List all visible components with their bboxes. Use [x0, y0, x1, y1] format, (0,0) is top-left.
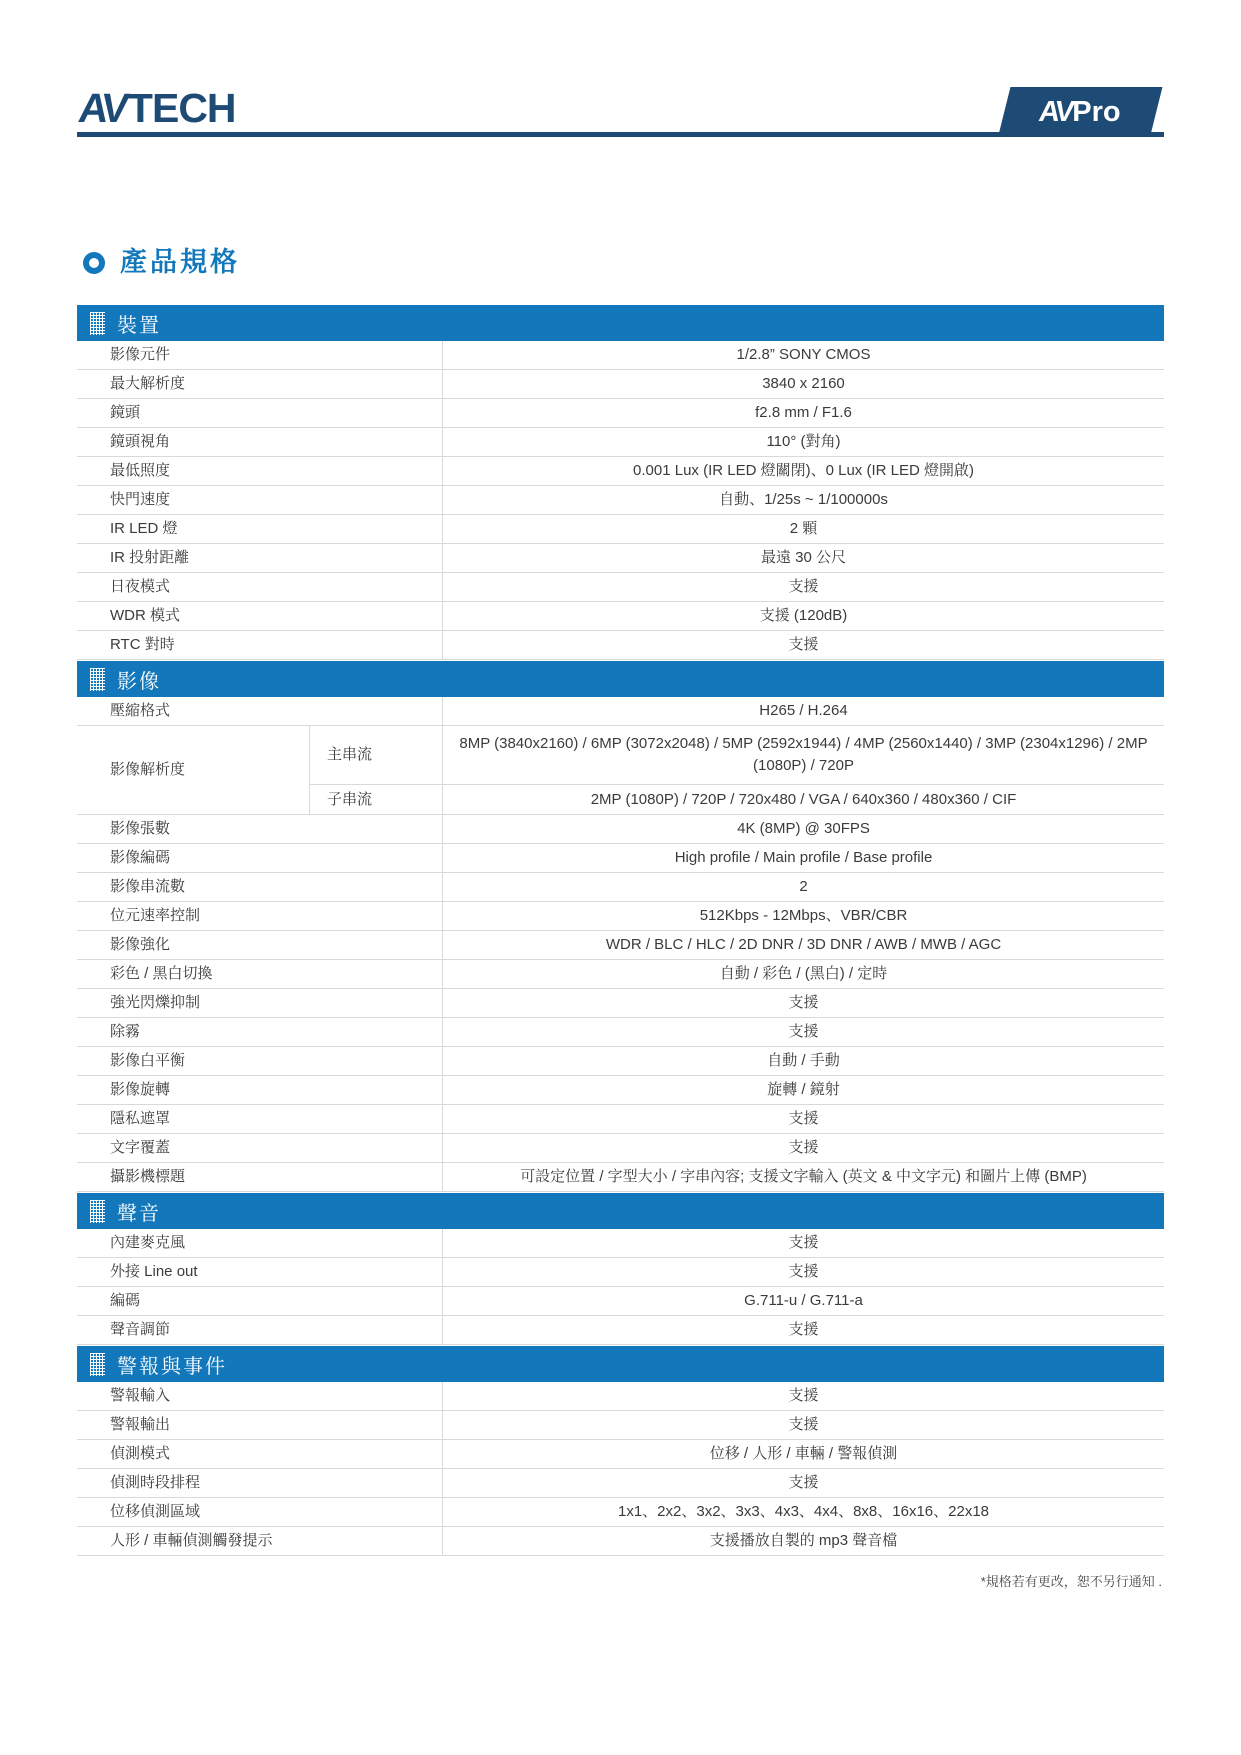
- spec-value: 支援: [788, 1387, 819, 1405]
- spec-value: 自動 / 彩色 / (黑白) / 定時: [719, 965, 888, 983]
- spec-row: [77, 1440, 1164, 1469]
- spec-value: 1/2.8” SONY CMOS: [736, 346, 871, 364]
- spec-value: 支援: [788, 994, 819, 1012]
- spec-row: [77, 989, 1164, 1018]
- spec-row: [77, 697, 1164, 726]
- spec-row: [77, 815, 1164, 844]
- section-title: 裝置: [117, 314, 161, 337]
- spec-subrow: [310, 785, 1164, 814]
- avpro-badge: [998, 87, 1162, 137]
- spec-value: WDR / BLC / HLC / 2D DNR / 3D DNR / AWB / MWB / AGC: [605, 936, 1002, 954]
- spec-label: 聲音調節: [77, 1316, 443, 1344]
- spec-label: 警報輸出: [77, 1411, 443, 1439]
- spec-label: 位移偵測區域: [77, 1498, 443, 1526]
- section-title: 警報與事件: [117, 1355, 227, 1378]
- spec-value: 支援: [788, 578, 819, 596]
- spec-row: [77, 1287, 1164, 1316]
- spec-label: 最大解析度: [77, 370, 443, 398]
- spec-row: [77, 428, 1164, 457]
- spec-label: 影像白平衡: [77, 1047, 443, 1075]
- spec-row: [77, 341, 1164, 370]
- spec-label: 影像串流數: [77, 873, 443, 901]
- section-header: [77, 305, 1164, 341]
- spec-value: 最遠 30 公尺: [760, 549, 847, 567]
- spec-label: 文字覆蓋: [77, 1134, 443, 1162]
- spec-label: WDR 模式: [77, 602, 443, 630]
- avpro-badge-av-mark: AV: [1037, 95, 1074, 128]
- section-pattern-icon: [90, 1200, 105, 1223]
- spec-label: 除霧: [77, 1018, 443, 1046]
- page-title: 產品規格: [120, 247, 240, 277]
- spec-label: 人形 / 車輛偵測觸發提示: [77, 1527, 443, 1555]
- spec-value: 自動、1/25s ~ 1/100000s: [719, 491, 888, 509]
- page-title-row: [77, 249, 1164, 276]
- section-header: [77, 1193, 1164, 1229]
- spec-row: [77, 544, 1164, 573]
- spec-table: [77, 305, 1164, 1556]
- spec-row: [77, 602, 1164, 631]
- spec-value: 支援: [788, 1139, 819, 1157]
- spec-row: [77, 631, 1164, 660]
- spec-row: [77, 1134, 1164, 1163]
- spec-value: 支援: [788, 1263, 819, 1281]
- spec-label: 影像張數: [77, 815, 443, 843]
- spec-value: 支援: [788, 1110, 819, 1128]
- avpro-badge-label: [1037, 95, 1121, 128]
- section-header: [77, 661, 1164, 697]
- spec-label: 快門速度: [77, 486, 443, 514]
- section-pattern-icon: [90, 1353, 105, 1376]
- spec-value: 支援: [788, 636, 819, 654]
- spec-row: [77, 370, 1164, 399]
- spec-row: [77, 931, 1164, 960]
- spec-value: G.711-u / G.711-a: [744, 1292, 863, 1310]
- spec-label: 外接 Line out: [77, 1258, 443, 1286]
- spec-sublabel: 子串流: [310, 785, 443, 814]
- avpro-badge-text: Pro: [1072, 95, 1121, 128]
- spec-label: 隱私遮罩: [77, 1105, 443, 1133]
- spec-value: 位移 / 人形 / 車輛 / 警報偵測: [709, 1445, 898, 1463]
- spec-row: [77, 1469, 1164, 1498]
- spec-value: 2 顆: [789, 520, 818, 538]
- spec-value: 0.001 Lux (IR LED 燈關閉)、0 Lux (IR LED 燈開啟): [633, 462, 974, 480]
- title-bullet-icon: [83, 252, 105, 274]
- spec-value: 4K (8MP) @ 30FPS: [737, 820, 870, 838]
- spec-row: [77, 1018, 1164, 1047]
- spec-value: 110° (對角): [766, 433, 841, 451]
- spec-subrow: [310, 726, 1164, 785]
- spec-row: [77, 1411, 1164, 1440]
- page-content: [77, 0, 1164, 1590]
- spec-row: [77, 1047, 1164, 1076]
- spec-value: 支援: [788, 1023, 819, 1041]
- spec-label: 影像強化: [77, 931, 443, 959]
- spec-label: 彩色 / 黑白切換: [77, 960, 443, 988]
- spec-label: 鏡頭視角: [77, 428, 443, 456]
- section-title: 聲音: [117, 1202, 161, 1225]
- spec-label: 影像元件: [77, 341, 443, 369]
- spec-row: [77, 873, 1164, 902]
- spec-row: [77, 399, 1164, 428]
- spec-label: 偵測模式: [77, 1440, 443, 1468]
- spec-value: 1x1、2x2、3x2、3x3、4x3、4x4、8x8、16x16、22x18: [617, 1503, 990, 1521]
- spec-row: [77, 1163, 1164, 1192]
- spec-value: 支援: [788, 1234, 819, 1252]
- spec-value: 支援 (120dB): [759, 607, 848, 625]
- spec-value: H265 / H.264: [759, 702, 848, 720]
- spec-row: [77, 1527, 1164, 1556]
- spec-label: 編碼: [77, 1287, 443, 1315]
- spec-row: [77, 1076, 1164, 1105]
- spec-sublabel: 主串流: [310, 726, 443, 784]
- spec-label: 偵測時段排程: [77, 1469, 443, 1497]
- spec-value: 2MP (1080P) / 720P / 720x480 / VGA / 640x360 / 480x360 / CIF: [590, 790, 1017, 808]
- section-header: [77, 1346, 1164, 1382]
- spec-row: [77, 726, 1164, 815]
- spec-row: [77, 573, 1164, 602]
- spec-label: 影像旋轉: [77, 1076, 443, 1104]
- spec-row: [77, 1498, 1164, 1527]
- avtech-logo-av-mark: AV: [75, 85, 129, 131]
- spec-value: 8MP (3840x2160) / 6MP (3072x2048) / 5MP (2592x1944) / 4MP (2560x1440) / 3MP (2304x1296) / 2MP (1080P) / 720P: [459, 735, 1148, 774]
- spec-label: 影像解析度: [77, 726, 310, 814]
- spec-value: 支援: [788, 1474, 819, 1492]
- spec-value: 自動 / 手動: [767, 1052, 840, 1070]
- spec-value: 3840 x 2160: [762, 375, 845, 393]
- spec-value: High profile / Main profile / Base profile: [674, 849, 933, 867]
- spec-value: 旋轉 / 鏡射: [767, 1081, 840, 1099]
- spec-label: 鏡頭: [77, 399, 443, 427]
- section-pattern-icon: [90, 668, 105, 691]
- spec-row: [77, 486, 1164, 515]
- spec-value: 512Kbps - 12Mbps、VBR/CBR: [699, 907, 908, 925]
- spec-label: 強光閃爍抑制: [77, 989, 443, 1017]
- page-header: [77, 84, 1164, 137]
- spec-label: IR 投射距離: [77, 544, 443, 572]
- spec-label: 內建麥克風: [77, 1229, 443, 1257]
- spec-row: [77, 960, 1164, 989]
- spec-row: [77, 844, 1164, 873]
- spec-row: [77, 902, 1164, 931]
- spec-value: 支援播放自製的 mp3 聲音檔: [709, 1532, 898, 1550]
- spec-label: 影像編碼: [77, 844, 443, 872]
- spec-label: 警報輸入: [77, 1382, 443, 1410]
- section-pattern-icon: [90, 312, 105, 335]
- spec-label: RTC 對時: [77, 631, 443, 659]
- spec-label: 壓縮格式: [77, 697, 443, 725]
- spec-row: [77, 1316, 1164, 1345]
- spec-row: [77, 1105, 1164, 1134]
- spec-label: 日夜模式: [77, 573, 443, 601]
- spec-subrows: [310, 726, 1164, 814]
- spec-label: 攝影機標題: [77, 1163, 443, 1191]
- avtech-logo-text: TECH: [127, 85, 236, 131]
- spec-row: [77, 515, 1164, 544]
- avtech-logo: [75, 85, 236, 131]
- spec-row: [77, 457, 1164, 486]
- section-title: 影像: [117, 670, 161, 693]
- spec-row: [77, 1229, 1164, 1258]
- spec-label: 位元速率控制: [77, 902, 443, 930]
- spec-label: 最低照度: [77, 457, 443, 485]
- spec-value: 可設定位置 / 字型大小 / 字串內容; 支援文字輸入 (英文 & 中文字元) 和圖片上傳 (BMP): [520, 1168, 1087, 1186]
- footer-note: *規格若有更改，恕不另行通知 .: [980, 1574, 1162, 1589]
- spec-row: [77, 1258, 1164, 1287]
- spec-value: 2: [799, 878, 808, 896]
- spec-value: f2.8 mm / F1.6: [755, 404, 852, 422]
- spec-label: IR LED 燈: [77, 515, 443, 543]
- spec-value: 支援: [788, 1321, 819, 1339]
- spec-value: 支援: [788, 1416, 819, 1434]
- spec-row: [77, 1382, 1164, 1411]
